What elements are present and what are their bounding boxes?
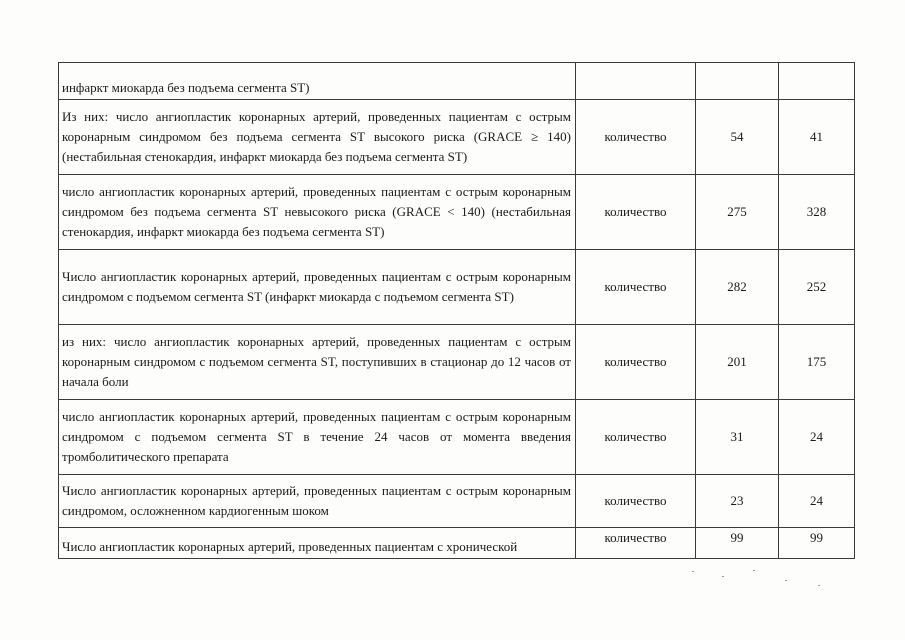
row-unit: количество xyxy=(576,400,696,475)
row-value-2: 252 xyxy=(779,250,855,325)
indicators-table xyxy=(58,62,855,559)
row-description: Число ангиопластик коронарных артерий, проведенных пациентам с острым коронарным синдромом с подъемом сегмента ST (инфаркт миокарда с подъемом сегмента ST) xyxy=(59,250,576,325)
row-unit xyxy=(576,63,696,100)
row-description: из них: число ангиопластик коронарных артерий, проведенных пациентам с острым коронарным синдромом с подъемом сегмента ST, поступивших в стационар до 12 часов от начала боли xyxy=(59,325,576,400)
row-description: число ангиопластик коронарных артерий, проведенных пациентам с острым коронарным синдромом без подъема сегмента ST невысокого риска (GRACE < 140) (нестабильная стенокардия, инфаркт миокарда без подъема сегмента ST) xyxy=(59,175,576,250)
row-value-1: 54 xyxy=(696,100,779,175)
row-value-1: 23 xyxy=(696,475,779,528)
row-description: Из них: число ангиопластик коронарных артерий, проведенных пациентам с острым коронарным синдромом без подъема сегмента ST высокого риска (GRACE ≥ 140) (нестабильная стенокардия, инфаркт миокарда без подъема сегмента ST) xyxy=(59,100,576,175)
table-row xyxy=(59,325,855,400)
row-value-1: 201 xyxy=(696,325,779,400)
table-row xyxy=(59,528,855,559)
row-unit: количество xyxy=(576,325,696,400)
row-value-2: 24 xyxy=(779,400,855,475)
row-unit: количество xyxy=(576,250,696,325)
row-value-2: 99 xyxy=(779,528,855,559)
row-value-2: 24 xyxy=(779,475,855,528)
table-row xyxy=(59,175,855,250)
row-unit: количество xyxy=(576,175,696,250)
row-value-1: 275 xyxy=(696,175,779,250)
row-unit: количество xyxy=(576,100,696,175)
row-unit: количество xyxy=(576,475,696,528)
scan-noise xyxy=(690,568,840,588)
row-value-1: 99 xyxy=(696,528,779,559)
row-value-1 xyxy=(696,63,779,100)
row-value-1: 282 xyxy=(696,250,779,325)
table-row xyxy=(59,400,855,475)
row-value-2: 328 xyxy=(779,175,855,250)
row-value-2: 175 xyxy=(779,325,855,400)
row-description: число ангиопластик коронарных артерий, проведенных пациентам с острым коронарным синдромом с подъемом сегмента ST в течение 24 часов от момента введения тромболитического препарата xyxy=(59,400,576,475)
table-row xyxy=(59,475,855,528)
row-description: инфаркт миокарда без подъема сегмента ST) xyxy=(59,63,576,100)
row-description: Число ангиопластик коронарных артерий, проведенных пациентам с хронической xyxy=(59,528,576,559)
table-row xyxy=(59,100,855,175)
row-unit: количество xyxy=(576,528,696,559)
row-value-2 xyxy=(779,63,855,100)
row-description: Число ангиопластик коронарных артерий, проведенных пациентам с острым коронарным синдромом, осложненном кардиогенным шоком xyxy=(59,475,576,528)
table-row xyxy=(59,250,855,325)
row-value-2: 41 xyxy=(779,100,855,175)
row-value-1: 31 xyxy=(696,400,779,475)
table-row xyxy=(59,63,855,100)
